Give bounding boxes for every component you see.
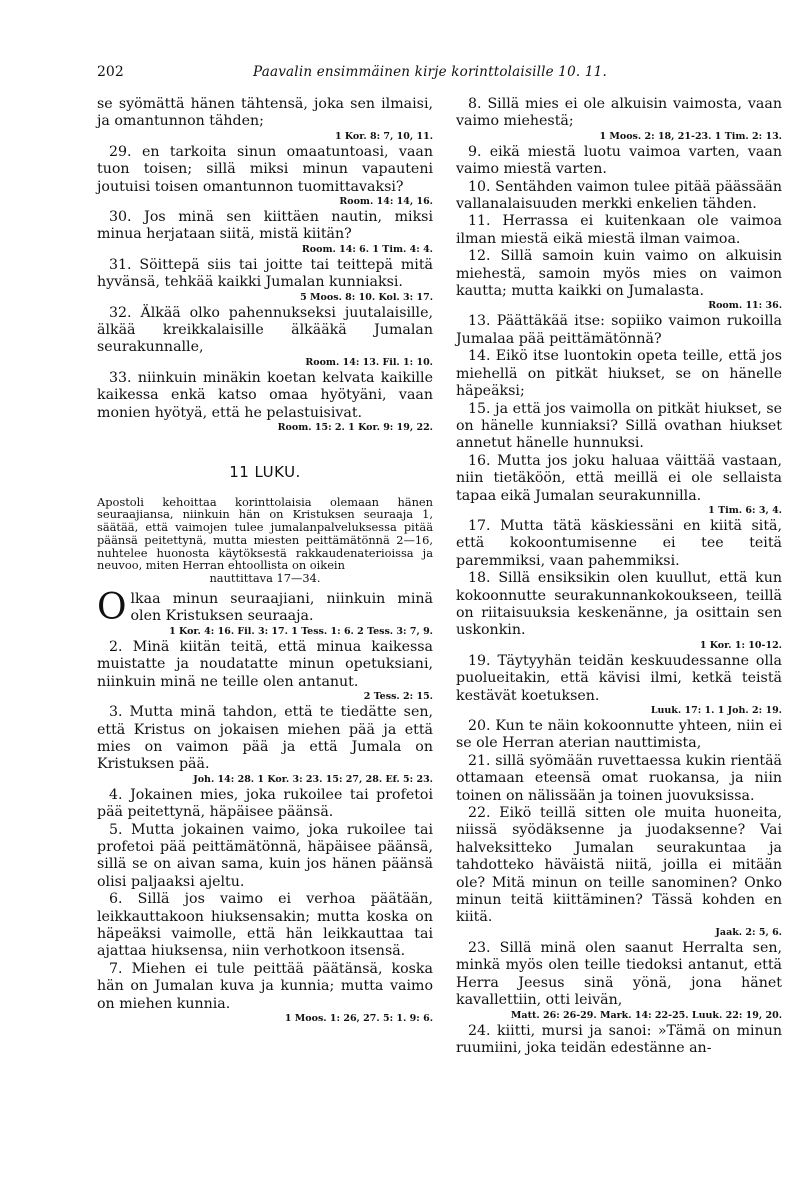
opening-verse [97,587,433,629]
verse-reference: 2 Tess. 2: 15. [363,691,433,703]
verse-text: 17. Mutta tätä käskiessäni en kiitä sitä, että kokoontumisenne ei tee teitä paremmiksi, vaan pahemmiksi. [456,517,782,569]
verse-text: 3. Mutta minä tahdon, että te tiedätte sen, että Kristus on jokaisen miehen pää ja että mies on vaimon pää ja että Jumala on Kristuksen pää. [97,704,433,773]
verse-text: 6. Sillä jos vaimo ei verhoa päätään, leikkauttakoon hiuksensakin; mutta koska on häpeäksi vaimolle, että hän leikkauttaa tai ajattaa hiuksensa, niin verhotkoon itsensä. [97,891,433,960]
verse-reference: Room. 14: 13. Fil. 1: 10. [305,356,433,368]
verse-reference: 1 Moos. 2: 18, 21-23. 1 Tim. 2: 13. [599,130,782,142]
summary-last-line: nauttittava 17—34. [209,571,321,586]
verse-reference: Matt. 26: 26-29. Mark. 14: 22-25. Luuk. 22: 19, 20. [510,1009,782,1021]
summary-text: Apostoli kehoittaa korinttolaisia olemaan hänen seuraajiansa, niinkuin hän on Kristuksen seuraaja 1, säätää, että vaimojen tulee jumalanpalveluksessa pitää päänsä peitettynä, mutta miesten peittämätönnä 2—16, nuhtelee huonosta käytöksestä rakkaudenaterioissa ja neuvoo, miten Herran ehtoollista on oikein [97,494,433,573]
verse-reference: 1 Moos. 1: 26, 27. 5: 1. 9: 6. [284,1013,433,1025]
verse-text: 24. kiitti, mursi ja sanoi: »Tämä on minun ruumiini, joka teidän edestänne an- [456,1022,782,1056]
verse-reference: Room. 15: 2. 1 Kor. 9: 19, 22. [277,422,433,434]
verse-text: 11. Herrassa ei kuitenkaan ole vaimoa ilman miestä eikä miestä ilman vaimoa. [456,213,782,247]
verse-reference: Room. 11: 36. [708,300,782,312]
verse-reference: Room. 14: 14, 16. [339,196,433,208]
verse-reference: Luuk. 17: 1. 1 Joh. 2: 19. [650,705,782,716]
right-verses [456,96,782,1057]
verse-text: 21. sillä syömään ruvettaessa kukin rientää ottamaan eteensä omat ruokansa, ja niin toinen on nälissään ja toinen juovuksissa. [456,752,782,804]
verse-text: 19. Täytyyhän teidän keskuudessanne olla puolueitakin, että kävisi ilmi, ketkä teistä kestävät koetuksen. [456,652,782,704]
verse-text: 33. niinkuin minäkin koetan kelvata kaikille kaikessa enkä katso omaa hyötyäni, vaan monien hyötyä, että he pelastuisivat. [97,369,433,421]
verse-reference: 1 Kor. 1: 10-12. [699,639,782,651]
verse-text: 8. Sillä mies ei ole alkuisin vaimosta, vaan vaimo miehestä; [456,96,782,130]
verse-reference: Jaak. 2: 5, 6. [715,926,782,938]
verse-text: se syömättä hänen tähtensä, joka sen ilmaisi, ja omantunnon tähden; [97,96,433,130]
drop-capital: O [97,587,127,629]
verse-text: 32. Älkää olko pahennukseksi juutalaisille, älkää kreikkalaisille älkääkä Jumalan seurakunnalle, [97,304,433,356]
chapter-10-tail [97,96,433,434]
verse-text: 15. ja että jos vaimolla on pitkät hiukset, se on hänelle kunniaksi? Sillä ovathan hiukset annetut hänelle hunnuksi. [456,400,782,452]
chapter-heading: 11 LUKU. [229,463,301,482]
verse-text: 4. Jokainen mies, joka rukoilee tai profetoi pää peitettynä, häpäisee päänsä. [97,786,433,821]
verse-text: 2. Minä kiitän teitä, että minua kaikessa muistatte ja noudatatte minun opetuksiani, niinkuin minä ne teille olen antanut. [97,638,433,690]
opening-verse-ref: 1 Kor. 4: 16. Fil. 3: 17. 1 Tess. 1: 6. 2 Tess. 3: 7, 9. [169,625,433,637]
chapter-summary [97,496,433,586]
verse-text: 12. Sillä samoin kuin vaimo on alkuisin miehestä, samoin myös mies on vaimon kautta; mutta kaikki on Jumalasta. [456,248,782,300]
right-column [456,96,782,1057]
verse-reference: Joh. 14: 28. 1 Kor. 3: 23. 15: 27, 28. Ef. 5: 23. [193,773,433,785]
verse-text: 18. Sillä ensiksikin olen kuullut, että kun kokoonnutte seurakunnankokoukseen, teillä on riitaisuuksia keskenänne, ja osittain sen uskonkin. [456,570,782,639]
left-verses [97,639,433,1025]
verse-text: 5. Mutta jokainen vaimo, joka rukoilee tai profetoi pää peittämätönnä, häpäisee päänsä, sillä se on aivan sama, kuin jos hänen päänsä olisi paljaaksi ajeltu. [97,821,433,890]
left-column [97,96,433,1026]
verse-text: 20. Kun te näin kokoonnutte yhteen, niin ei se ole Herran aterian nauttimista, [456,718,782,752]
verse-text: 22. Eikö teillä sitten ole muita huoneita, niissä syödäksenne ja juodaksenne? Vai halveksitteko Jumalan seurakuntaa ja tahdotteko häväistä niitä, joilla ei mitään ole? Mitä minun on teille sanominen? Onko minun teitä kiittäminen? Tässä kohden en kiitä. [456,805,782,926]
verse-text: 23. Sillä minä olen saanut Herralta sen, minkä myös olen teille tiedoksi antanut, että Herra Jeesus sinä yönä, jona hänet kavallettiin, otti leivän, [456,939,782,1009]
verse-text: 30. Jos minä sen kiittäen nautin, miksi minua herjataan siitä, mistä kiitän? [97,209,433,243]
verse-reference: 1 Kor. 8: 7, 10, 11. [334,130,433,142]
verse-text: 13. Päättäkää itse: sopiiko vaimon rukoilla Jumalaa pää peittämätönnä? [456,313,782,347]
opening-verse-text: lkaa minun seuraajiani, niinkuin minä olen Kristuksen seuraaja. [130,591,433,625]
verse-text: 31. Söittepä siis tai joitte tai teittepä mitä hyvänsä, tehkää kaikki Jumalan kunniaksi. [97,256,433,291]
verse-reference: Room. 14: 6. 1 Tim. 4: 4. [301,243,433,255]
verse-text: 29. en tarkoita sinun omaatuntoasi, vaan tuon toisen; sillä miksi minun vapauteni joutuisi toisen omantunnon tuomittavaksi? [97,143,433,195]
running-title: Paavalin ensimmäinen kirje korinttolaisille 10. 11. [253,64,607,80]
verse-text: 16. Mutta jos joku haluaa väittää vastaan, niin tietäköön, että meillä ei ole sellaista tapaa eikä Jumalan seurakunnilla. [456,452,782,504]
verse-text: 14. Eikö itse luontokin opeta teille, että jos miehellä on pitkät hiukset, se on hänelle häpeäksi; [456,348,782,400]
verse-reference: 1 Tim. 6: 3, 4. [708,504,782,516]
verse-reference: 5 Moos. 8: 10. Kol. 3: 17. [300,291,433,303]
verse-text: 7. Miehen ei tule peittää päätänsä, koska hän on Jumalan kuva ja kunnia; mutta vaimo on miehen kunnia. [97,960,433,1012]
verse-text: 9. eikä miestä luotu vaimoa varten, vaan vaimo miestä varten. [456,143,782,178]
verse-text: 10. Sentähden vaimon tulee pitää päässään vallanalaisuuden merkki enkelien tähden. [456,178,782,213]
page-number: 202 [97,64,124,80]
